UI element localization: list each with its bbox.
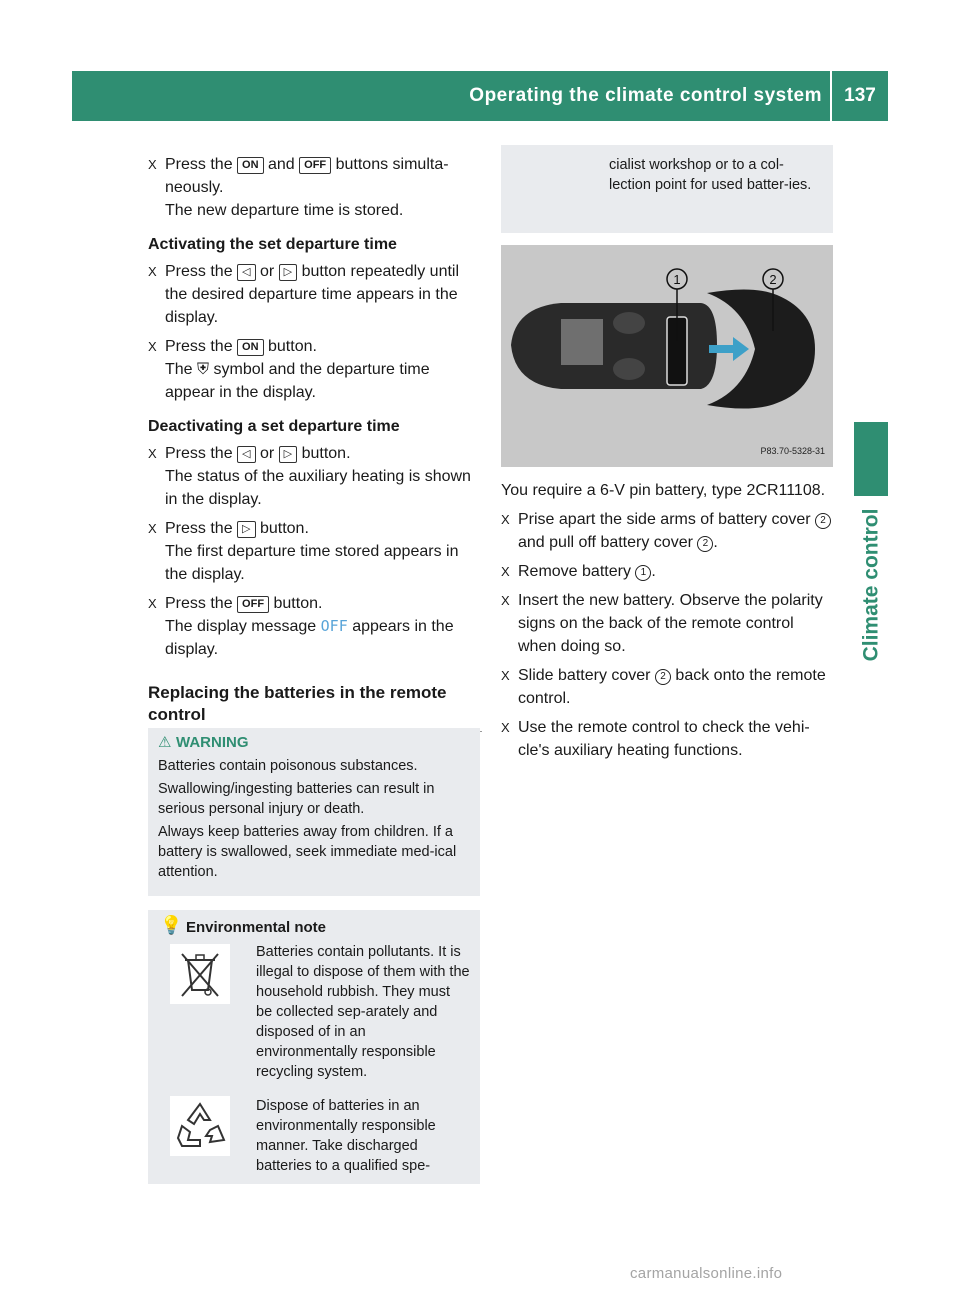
step-arrow-icon: X xyxy=(148,521,157,536)
photo-callout-1: 1 xyxy=(673,272,681,287)
environmental-note-box xyxy=(148,910,480,1184)
right-key-icon: ▷ xyxy=(279,446,297,463)
environmental-note-text: Batteries contain pollutants. It is illegal to dispose of them with the household rubbish. They must be collected sep-arately and disposed of in an environmentally responsible recycling system. xyxy=(256,944,470,1080)
photo-reference-code: P83.70-5328-31 xyxy=(760,446,825,456)
section-heading-batteries: Replacing the batteries in the remote control xyxy=(148,682,482,732)
step-select-time: X Press the ◁ or ▷ button repeatedly until the desired departure time appears in the display. xyxy=(148,260,482,329)
step-arrow-icon: X xyxy=(148,157,157,172)
footer-watermark: carmanualsonline.info xyxy=(630,1265,783,1282)
warning-triangle-icon: ⚠ xyxy=(158,734,172,751)
battery-requirement: You require a 6-V pin battery, type 2CR11108. xyxy=(501,482,826,499)
callout-2-icon: 2 xyxy=(655,669,671,685)
crossed-bin-icon xyxy=(170,944,230,1004)
step-press-on: X Press the ON button. The ⛨ symbol and the departure time appear in the display. xyxy=(148,335,482,404)
environmental-note-text: Dispose of batteries in an environmentally responsible manner. Take discharged batteries to a qualified spe- xyxy=(256,1098,436,1174)
step-remove-battery: X Remove battery 1 . xyxy=(501,560,835,583)
chapter-label: Climate control xyxy=(859,508,883,662)
warning-text: Always keep batteries away from children. If a battery is swallowed, seek immediate med-ical attention. xyxy=(158,824,457,880)
warning-text: Swallowing/ingesting batteries can result in serious personal injury or death. xyxy=(158,781,435,817)
step-arrow-icon: X xyxy=(501,564,510,579)
lightbulb-icon: 💡 xyxy=(160,915,183,935)
heater-symbol-icon: ⛨ xyxy=(197,361,210,378)
on-key-icon: ON xyxy=(237,339,264,356)
step-insert-battery: X Insert the new battery. Observe the polarity signs on the back of the remote control when doing so. xyxy=(501,589,835,658)
page-number: 137 xyxy=(844,85,876,106)
environmental-note-continued: cialist workshop or to a col-lection point for used batter-ies. xyxy=(501,145,833,233)
step-arrow-icon: X xyxy=(148,264,157,279)
left-key-icon: ◁ xyxy=(237,264,255,281)
step-press-right: X Press the ▷ button. The first departure time stored appears in the display. xyxy=(148,517,482,586)
step-check-functions: X Use the remote control to check the vehi-cle's auxiliary heating functions. xyxy=(501,716,835,762)
off-key-icon: OFF xyxy=(237,596,269,613)
step-arrow-icon: X xyxy=(148,596,157,611)
page-title: Operating the climate control system xyxy=(469,85,822,106)
callout-2-icon: 2 xyxy=(815,513,831,529)
chapter-tab-marker xyxy=(854,422,888,496)
photo-callout-2: 2 xyxy=(769,272,777,287)
warning-title: WARNING xyxy=(176,734,249,751)
callout-2-icon: 2 xyxy=(697,536,713,552)
step-arrow-icon: X xyxy=(148,446,157,461)
step-arrow-icon: X xyxy=(148,339,157,354)
step-press-arrows: X Press the ◁ or ▷ button. The status of the auxiliary heating is shown in the display. xyxy=(148,442,482,511)
recycling-icon xyxy=(170,1096,230,1156)
step-slide-cover: X Slide battery cover 2 back onto the remote control. xyxy=(501,664,835,710)
environmental-note-title: Environmental note xyxy=(186,919,327,936)
section-heading-deactivate: Deactivating a set departure time xyxy=(148,418,400,435)
step-arrow-icon: X xyxy=(501,668,510,683)
step-prise-cover: X Prise apart the side arms of battery cover 2 and pull off battery cover 2 . xyxy=(501,508,835,554)
section-heading-activate: Activating the set departure time xyxy=(148,236,397,253)
step-arrow-icon: X xyxy=(501,593,510,608)
step-press-off: X Press the OFF button. The display message OFF appears in the display. xyxy=(148,592,482,661)
step-store-time: X Press the ON and OFF buttons simulta-neously. The new departure time is stored. xyxy=(148,153,482,222)
remote-control-photo xyxy=(501,245,833,467)
warning-box xyxy=(148,728,480,896)
right-column xyxy=(501,479,835,768)
step-arrow-icon: X xyxy=(501,512,510,527)
right-key-icon: ▷ xyxy=(279,264,297,281)
display-message-off: OFF xyxy=(320,617,348,635)
step-arrow-icon: X xyxy=(501,720,510,735)
left-column xyxy=(148,153,482,732)
off-key-icon: OFF xyxy=(299,157,331,174)
left-key-icon: ◁ xyxy=(237,446,255,463)
right-key-icon: ▷ xyxy=(237,521,255,538)
warning-text: Batteries contain poisonous substances. xyxy=(158,758,418,774)
callout-1-icon: 1 xyxy=(635,565,651,581)
on-key-icon: ON xyxy=(237,157,264,174)
